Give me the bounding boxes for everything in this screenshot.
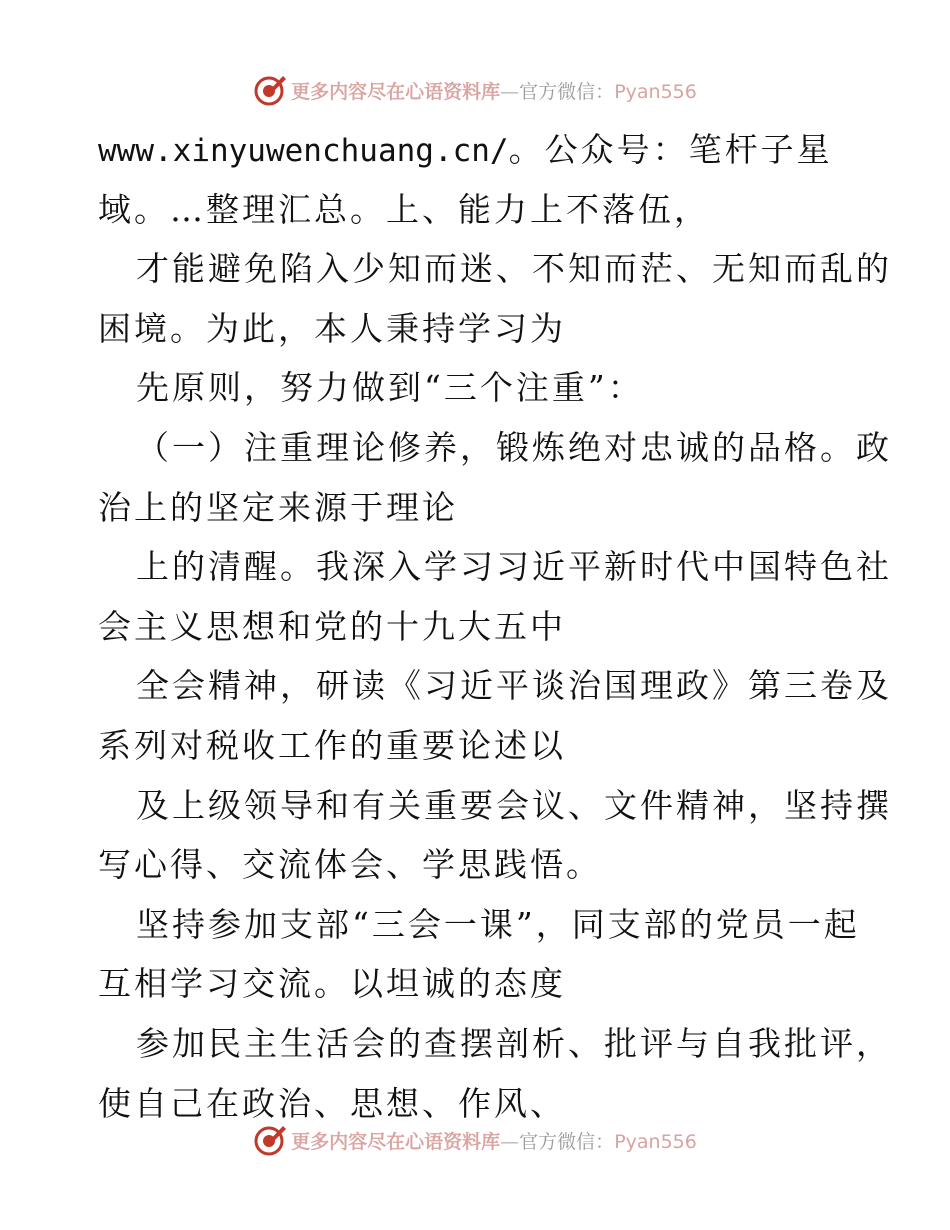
text-line-6: （一）注重理论修养，锻炼绝对忠诚的品格。政 [136,427,892,467]
text-line-4: 困境。为此，本人秉持学习为 [98,308,566,348]
text-line-7: 治上的坚定来源于理论 [98,487,458,527]
text-line-3: 才能避免陷入少知而迷、不知而茫、无知而乱的 [136,249,892,289]
website-url: www.xinyuwenchuang.cn/ [98,133,509,169]
pen-logo-icon [253,1123,287,1157]
text-line-10: 全会精神，研读《习近平谈治国理政》第三卷及 [136,666,892,706]
text-line-8: 上的清醒。我深入学习习近平新时代中国特色社 [136,547,892,587]
text-line-1 [98,120,858,180]
text-line-14: 坚持参加支部“三会一课”，同支部的党员一起 [136,904,860,944]
header-watermark [0,70,950,110]
watermark-separator: — [500,1130,520,1153]
text-line-16: 参加民主生活会的查摆剖析、批评与自我批评， [136,1023,892,1063]
text-line-15: 互相学习交流。以坦诚的态度 [98,964,566,1004]
text-line-17: 使自己在政治、思想、作风、 [98,1083,566,1123]
watermark-official-label: 官方微信： [519,80,615,103]
text-line-12: 及上级领导和有关重要会议、文件精神，坚持撰 [136,785,892,825]
watermark-main-text: 更多内容尽在心语资料库 [291,80,501,103]
watermark-official-label: 官方微信： [519,1130,615,1153]
text-line-11: 系列对税收工作的重要论述以 [98,725,566,765]
text-line-5: 先原则，努力做到“三个注重”： [136,368,644,408]
document-body [98,120,892,1133]
watermark-separator: — [500,80,520,103]
watermark-wechat-id: Pyan556 [614,1130,697,1153]
pen-logo-icon [253,73,287,107]
watermark-main-text: 更多内容尽在心语资料库 [291,1130,501,1153]
text-line-13: 写心得、交流体会、学思践悟。 [98,845,602,885]
watermark-wechat-id: Pyan556 [614,80,697,103]
text-line-1-rest: 。公众号：笔杆子星 [508,130,833,169]
footer-watermark [0,1120,950,1160]
text-line-9: 会主义思想和党的十九大五中 [98,606,566,646]
text-line-2: 域。…整理汇总。上、能力上不落伍， [98,189,710,229]
